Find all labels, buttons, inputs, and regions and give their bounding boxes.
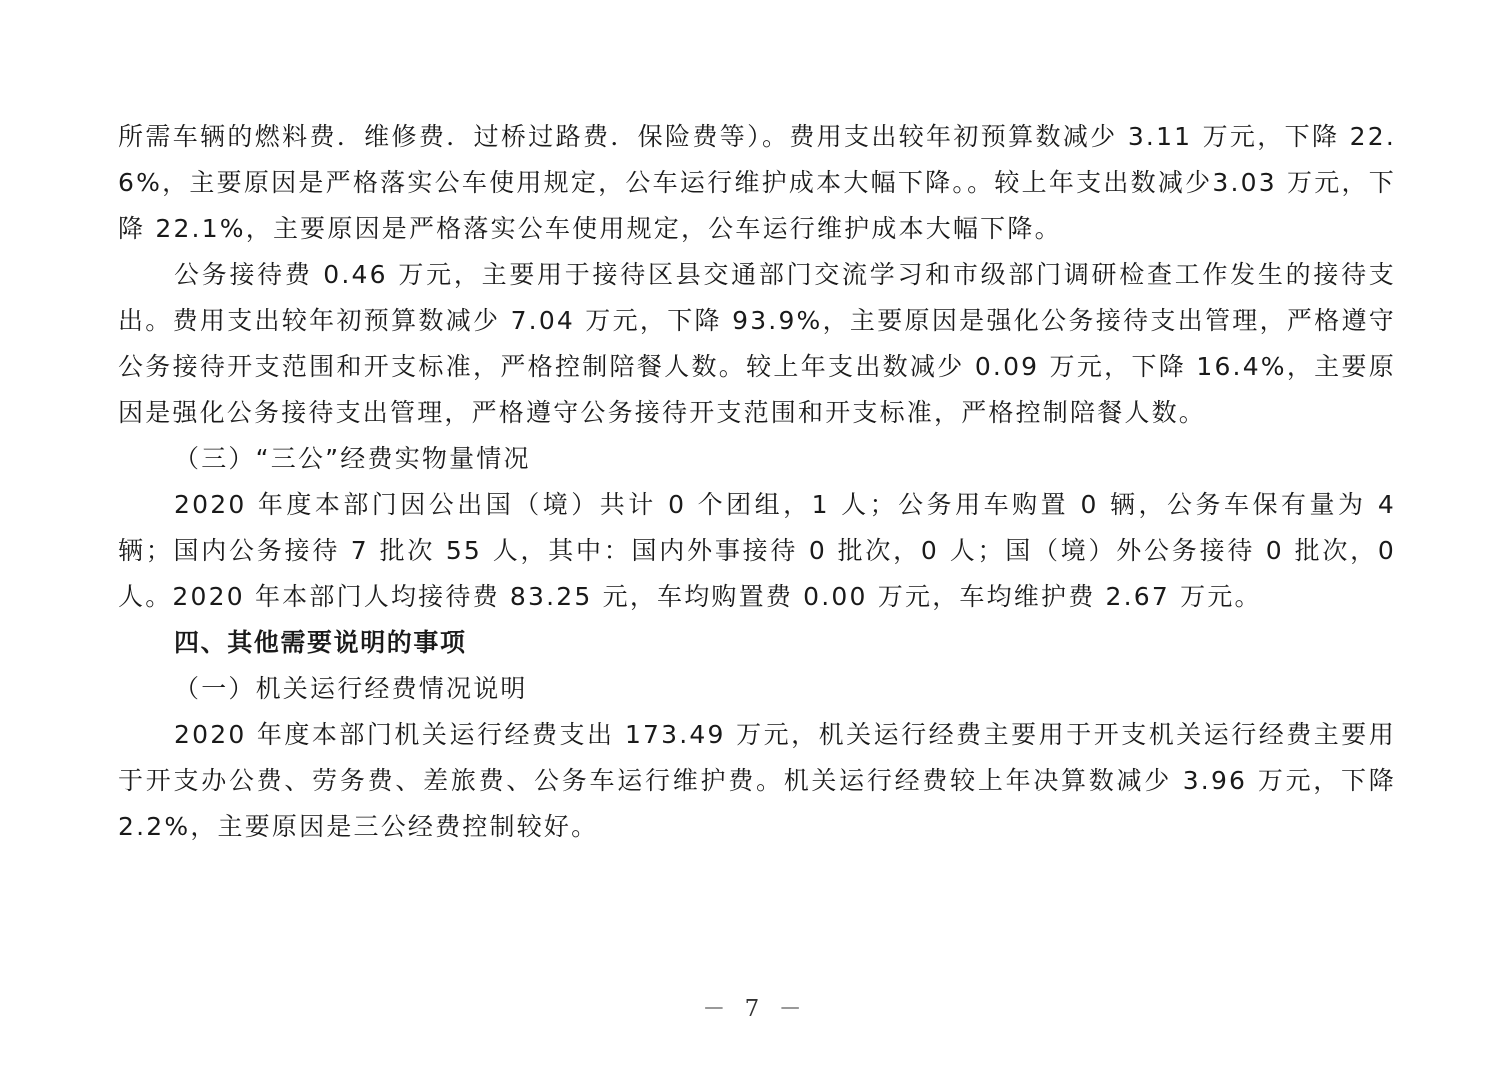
- paragraph-operating-expenses: 2020 年度本部门机关运行经费支出 173.49 万元，机关运行经费主要用于开支机关运行经费主要用于开支办公费、劳务费、差旅费、公务车运行维护费。机关运行经费较上年决算数减少 3.96 万元，下降 2.2%，主要原因是三公经费控制较好。: [118, 720, 1396, 841]
- paragraph-physical-quantities: 2020 年度本部门因公出国（境）共计 0 个团组，1 人；公务用车购置 0 辆，公务车保有量为 4 辆；国内公务接待 7 批次 55 人，其中：国内外事接待 0 批次，0 人；国（境）外公务接待 0 批次，0 人。2020 年本部门人均接待费 83.25 元，车均购置费 0.00 万元，车均维护费 2.67 万元。: [118, 490, 1396, 611]
- document-body: [118, 114, 1396, 850]
- section-heading-physical-quantities: （三）“三公”经费实物量情况: [174, 444, 531, 473]
- section-heading-other-matters: 四、其他需要说明的事项: [174, 628, 467, 657]
- paragraph-reception-costs: 公务接待费 0.46 万元，主要用于接待区县交通部门交流学习和市级部门调研检查工作发生的接待支出。费用支出较年初预算数减少 7.04 万元，下降 93.9%，主要原因是强化公务接待支出管理，严格遵守公务接待开支范围和开支标准，严格控制陪餐人数。较上年支出数减少 0.09 万元，下降 16.4%，主要原因是强化公务接待支出管理，严格遵守公务接待开支范围和开支标准，严格控制陪餐人数。: [118, 260, 1396, 427]
- page-number: － 7 －: [702, 996, 808, 1022]
- paragraph-vehicle-costs: 所需车辆的燃料费．维修费．过桥过路费．保险费等）。费用支出较年初预算数减少 3.11 万元，下降 22.6%，主要原因是严格落实公车使用规定，公车运行维护成本大幅下降。。较上年支出数减少3.03 万元，下降 22.1%，主要原因是严格落实公车使用规定，公车运行维护成本大幅下降。: [118, 122, 1396, 243]
- section-heading-operating-expenses: （一）机关运行经费情况说明: [174, 674, 528, 703]
